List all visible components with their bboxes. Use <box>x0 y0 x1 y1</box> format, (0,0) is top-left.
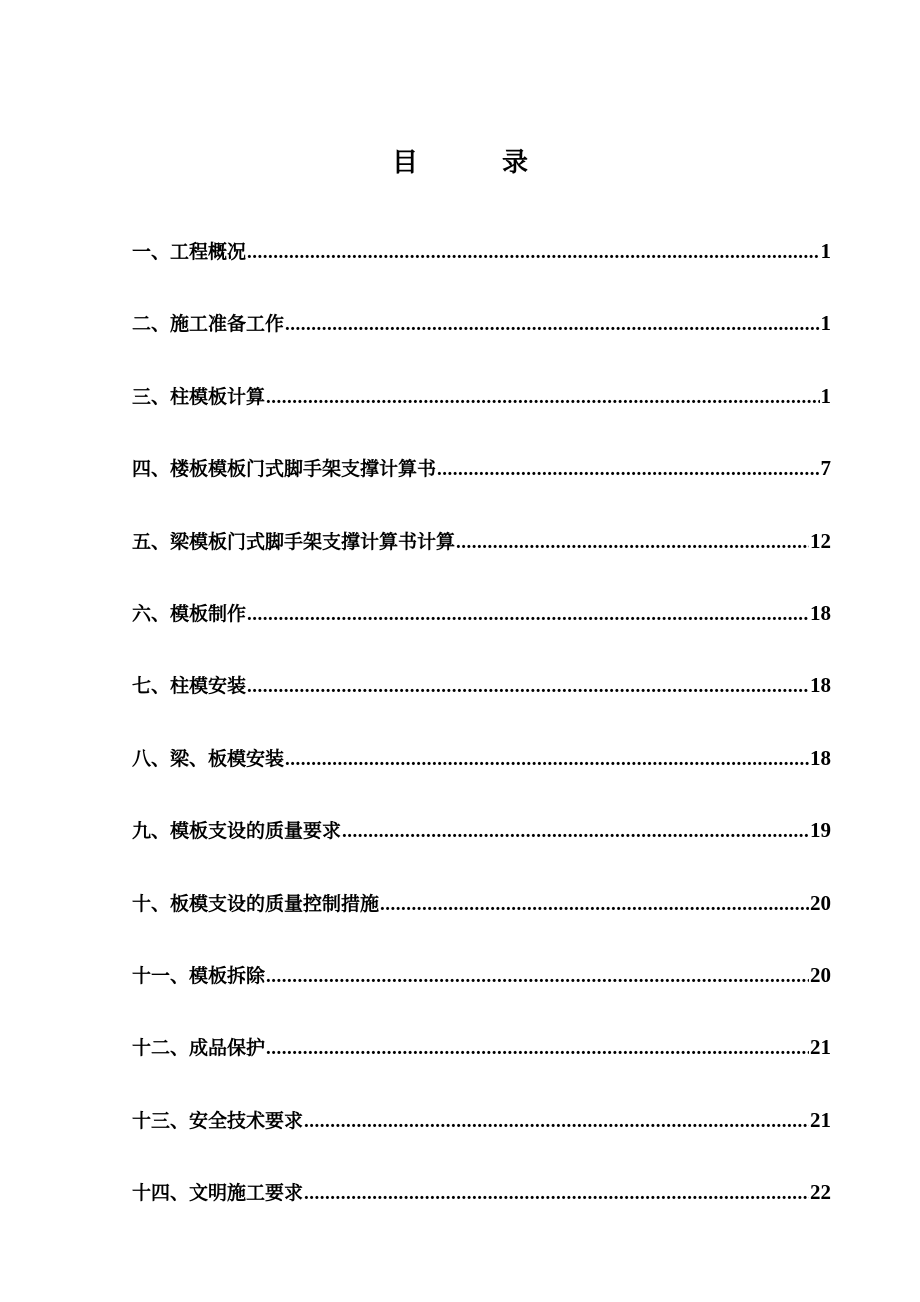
toc-entry-page: 22 <box>810 1180 831 1205</box>
toc-entry[interactable] <box>132 739 831 811</box>
toc-entry-page: 1 <box>820 311 831 336</box>
toc-entry[interactable] <box>132 884 831 956</box>
toc-entry-page: 21 <box>810 1107 831 1132</box>
toc-title-char-2: 录 <box>502 148 529 178</box>
toc-entry-label: 十三、安全技术要求 <box>132 1109 304 1132</box>
toc-entry-label: 六、模板制作 <box>132 602 247 625</box>
toc-leader-dots <box>456 524 809 562</box>
toc-entry[interactable] <box>132 522 831 594</box>
toc-entry[interactable] <box>132 1173 831 1245</box>
toc-entry-label: 三、柱模板计算 <box>132 385 266 408</box>
toc-leader-dots <box>247 668 809 706</box>
toc-entry-page: 18 <box>810 600 831 625</box>
toc-entry-label: 十四、文明施工要求 <box>132 1182 304 1205</box>
toc-list <box>132 232 831 1245</box>
toc-entry-label: 十、板模支设的质量控制措施 <box>132 892 380 915</box>
toc-leader-dots <box>247 234 819 272</box>
toc-entry-label: 十一、模板拆除 <box>132 964 266 987</box>
toc-leader-dots <box>437 451 819 489</box>
toc-leader-dots <box>266 1030 809 1068</box>
toc-entry-page: 21 <box>810 1035 831 1060</box>
toc-entry[interactable] <box>132 377 831 449</box>
toc-entry-page: 20 <box>810 890 831 915</box>
toc-entry-label: 五、梁模板门式脚手架支撑计算书计算 <box>132 530 456 553</box>
toc-entry-label: 七、柱模安装 <box>132 675 247 698</box>
toc-entry-page: 18 <box>810 673 831 698</box>
toc-entry[interactable] <box>132 1028 831 1100</box>
toc-leader-dots <box>342 813 809 851</box>
toc-entry-page: 18 <box>810 745 831 770</box>
toc-entry[interactable] <box>132 232 831 304</box>
toc-entry-page: 19 <box>810 818 831 843</box>
toc-entry[interactable] <box>132 304 831 376</box>
toc-entry-page: 20 <box>810 962 831 987</box>
toc-leader-dots <box>285 306 819 344</box>
toc-entry-page: 12 <box>810 528 831 553</box>
toc-leader-dots <box>304 1103 809 1141</box>
toc-leader-dots <box>266 958 809 996</box>
toc-entry[interactable] <box>132 666 831 738</box>
toc-entry-label: 四、楼板模板门式脚手架支撑计算书 <box>132 458 437 481</box>
toc-leader-dots <box>380 886 809 924</box>
toc-title <box>0 142 920 179</box>
toc-entry-label: 十二、成品保护 <box>132 1037 266 1060</box>
toc-entry-page: 1 <box>820 383 831 408</box>
toc-leader-dots <box>247 596 809 634</box>
toc-entry-label: 二、施工准备工作 <box>132 313 285 336</box>
toc-entry-page: 1 <box>820 239 831 263</box>
toc-entry-label: 八、梁、板模安装 <box>132 747 285 770</box>
toc-entry-label: 一、工程概况 <box>132 241 247 263</box>
toc-entry[interactable] <box>132 1101 831 1173</box>
toc-leader-dots <box>266 379 819 417</box>
toc-entry[interactable] <box>132 811 831 883</box>
toc-leader-dots <box>285 741 809 779</box>
toc-entry[interactable] <box>132 594 831 666</box>
toc-entry-label: 九、模板支设的质量要求 <box>132 820 342 843</box>
toc-entry-page: 7 <box>820 456 831 481</box>
toc-leader-dots <box>304 1175 809 1213</box>
toc-title-char-1: 目 <box>391 148 418 178</box>
toc-entry[interactable] <box>132 956 831 1028</box>
toc-entry[interactable] <box>132 449 831 521</box>
